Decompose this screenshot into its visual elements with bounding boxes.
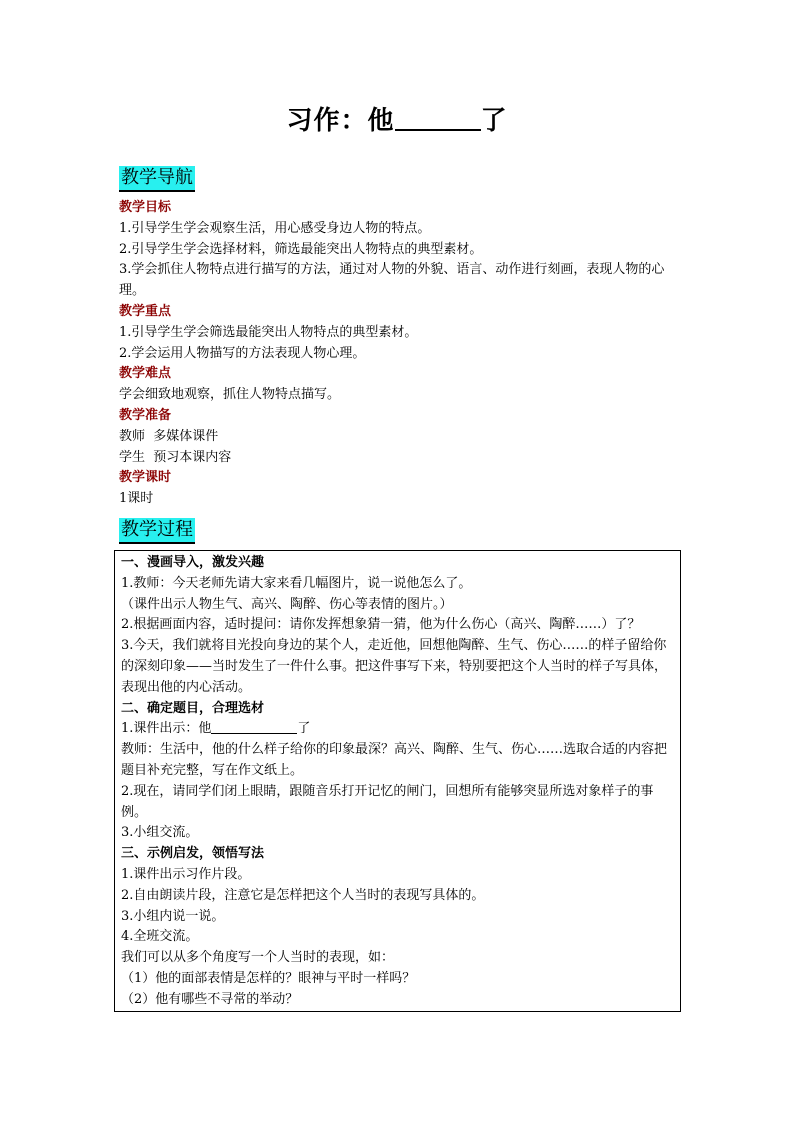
step-line-prefix: 1.课件出示：他 bbox=[121, 721, 212, 737]
section-heading-nav: 教学导航 bbox=[119, 166, 195, 192]
step-line bbox=[121, 719, 674, 740]
step-line: 4.全班交流。 bbox=[121, 929, 199, 945]
step-title: 二、确定题目，合理选材 bbox=[121, 700, 265, 716]
hours-label: 教学课时 bbox=[119, 470, 172, 486]
step-line: 1.教师：今天老师先请大家来看几幅图片，说一说他怎么了。 bbox=[121, 575, 472, 591]
preparation-item: 学生 预习本课内容 bbox=[119, 449, 232, 465]
title-suffix: 了 bbox=[480, 106, 508, 136]
step-line: 1.课件出示习作片段。 bbox=[121, 866, 251, 882]
preparation-label: 教学准备 bbox=[119, 407, 172, 423]
step-line: 我们可以从多个角度写一个人当时的表现，如： bbox=[121, 950, 395, 966]
objectives-label: 教学目标 bbox=[119, 200, 172, 215]
title-blank bbox=[395, 105, 481, 131]
step-line: 3.小组内说一说。 bbox=[121, 908, 225, 924]
section-heading-process: 教学过程 bbox=[119, 518, 195, 544]
step-line: （1）他的面部表情是怎样的？眼神与平时一样吗？ bbox=[121, 970, 416, 986]
step-title: 一、漫画导入，激发兴趣 bbox=[121, 555, 265, 570]
page-title bbox=[0, 100, 794, 137]
title-prefix: 习作：他 bbox=[286, 106, 395, 136]
step-line: 3.小组交流。 bbox=[121, 825, 199, 841]
fill-blank bbox=[211, 719, 297, 734]
step-line-suffix: 了 bbox=[297, 721, 311, 737]
step-line: 3.今天，我们就将目光投向身边的某个人，走近他，回想他陶醉、生气、伤心……的样子留给你的深刻印象——当时发生了一件什么事。把这件事写下来，特别要把这个人当时的样子写具体，表现出他的内心活动。 bbox=[121, 638, 668, 695]
preparation-item: 教师 多媒体课件 bbox=[119, 428, 219, 444]
nav-content bbox=[119, 198, 679, 510]
step-line: 2.现在，请同学们闭上眼睛，跟随音乐打开记忆的闸门，回想所有能够突显所选对象样子的事例。 bbox=[121, 783, 654, 820]
process-box bbox=[114, 550, 681, 1012]
key-points-label: 教学重点 bbox=[119, 303, 172, 319]
step-line: 2.根据画面内容，适时提问：请你发挥想象猜一猜，他为什么伤心（高兴、陶醉……）了？ bbox=[121, 617, 641, 633]
step-line: 2.自由朗读片段，注意它是怎样把这个人当时的表现写具体的。 bbox=[121, 887, 485, 903]
key-point-item: 1.引导学生学会筛选最能突出人物特点的典型素材。 bbox=[119, 324, 418, 340]
step-title: 三、示例启发，领悟写法 bbox=[121, 846, 265, 862]
objective-item: 1.引导学生学会观察生活，用心感受身边人物的特点。 bbox=[119, 220, 431, 236]
step-line: （课件出示人物生气、高兴、陶醉、伤心等表情的图片。） bbox=[121, 596, 453, 612]
key-point-item: 2.学会运用人物描写的方法表现人物心理。 bbox=[119, 345, 366, 361]
objective-item: 3.学会抓住人物特点进行描写的方法，通过对人物的外貌、语言、动作进行刻画，表现人物的心理。 bbox=[119, 262, 665, 299]
step-line: （2）他有哪些不寻常的举动？ bbox=[121, 991, 299, 1007]
step-line: 教师：生活中，他的什么样子给你的印象最深？高兴、陶醉、生气、伤心……选取合适的内容把题目补充完整，写在作文纸上。 bbox=[121, 742, 668, 778]
difficulties-label: 教学难点 bbox=[119, 366, 172, 382]
hours-item: 1课时 bbox=[119, 491, 154, 507]
difficulty-item: 学会细致地观察，抓住人物特点描写。 bbox=[119, 387, 341, 403]
objective-item: 2.引导学生学会选择材料，筛选最能突出人物特点的典型素材。 bbox=[119, 241, 483, 257]
